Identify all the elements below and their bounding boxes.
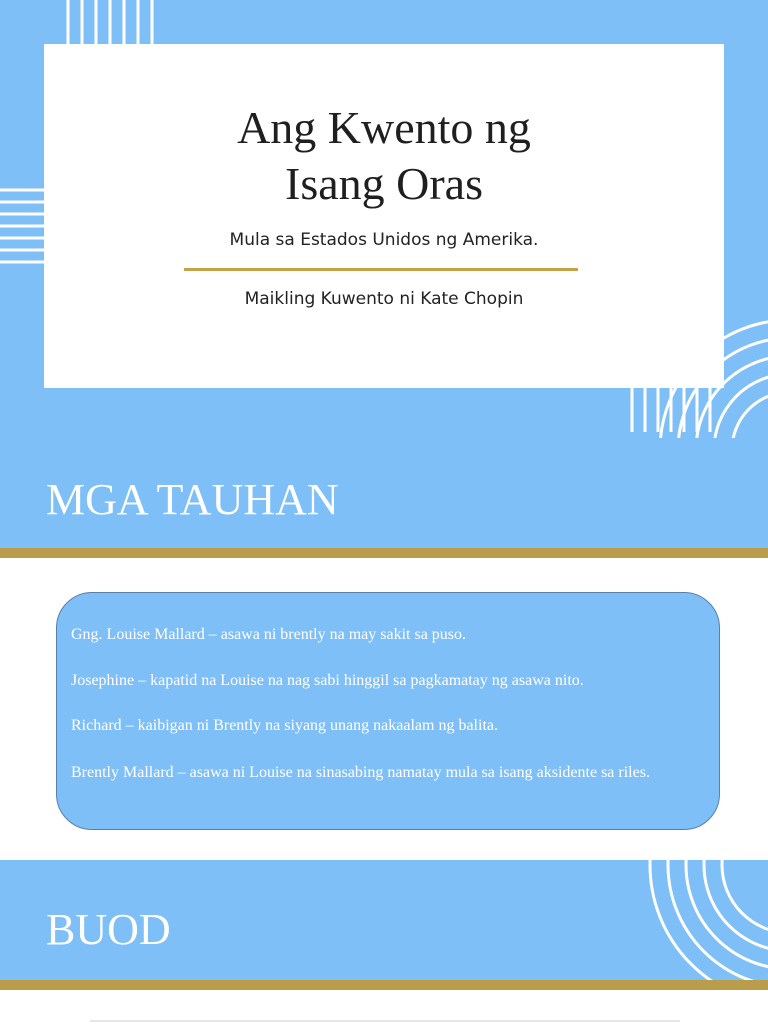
characters-header-band [0, 438, 768, 548]
next-slide-edge [0, 990, 768, 1024]
character-item-louise: Gng. Louise Mallard – asawa ni brently na may sakit sa puso. [71, 626, 467, 643]
subtitle: Mula sa Estados Unidos ng Amerika. [229, 230, 539, 250]
title-line-2: Isang Oras [285, 158, 483, 209]
author-line: Maikling Kuwento ni Kate Chopin [244, 289, 524, 309]
title-card [44, 44, 724, 388]
title-line-1: Ang Kwento ng [237, 102, 531, 153]
summary-heading: BUOD [46, 905, 171, 954]
faint-divider [90, 1020, 680, 1022]
characters-box [56, 592, 720, 830]
character-item-josephine: Josephine – kapatid na Louise na nag sabi hinggil sa pagkamatay ng asawa nito. [71, 672, 584, 689]
summary-header-band [0, 860, 768, 980]
characters-content [0, 558, 768, 860]
presentation-title [44, 100, 724, 212]
title-divider [184, 268, 578, 271]
character-item-brently: Brently Mallard – asawa ni Louise na sinasabing namatay mula sa isang aksidente sa riles. [71, 764, 650, 781]
title-slide [0, 0, 768, 438]
gold-divider-bar [0, 548, 768, 558]
characters-heading: MGA TAUHAN [46, 475, 339, 524]
character-item-richard: Richard – kaibigan ni Brently na siyang unang nakaalam ng balita. [71, 717, 498, 734]
gold-divider-bar-bottom [0, 980, 768, 990]
